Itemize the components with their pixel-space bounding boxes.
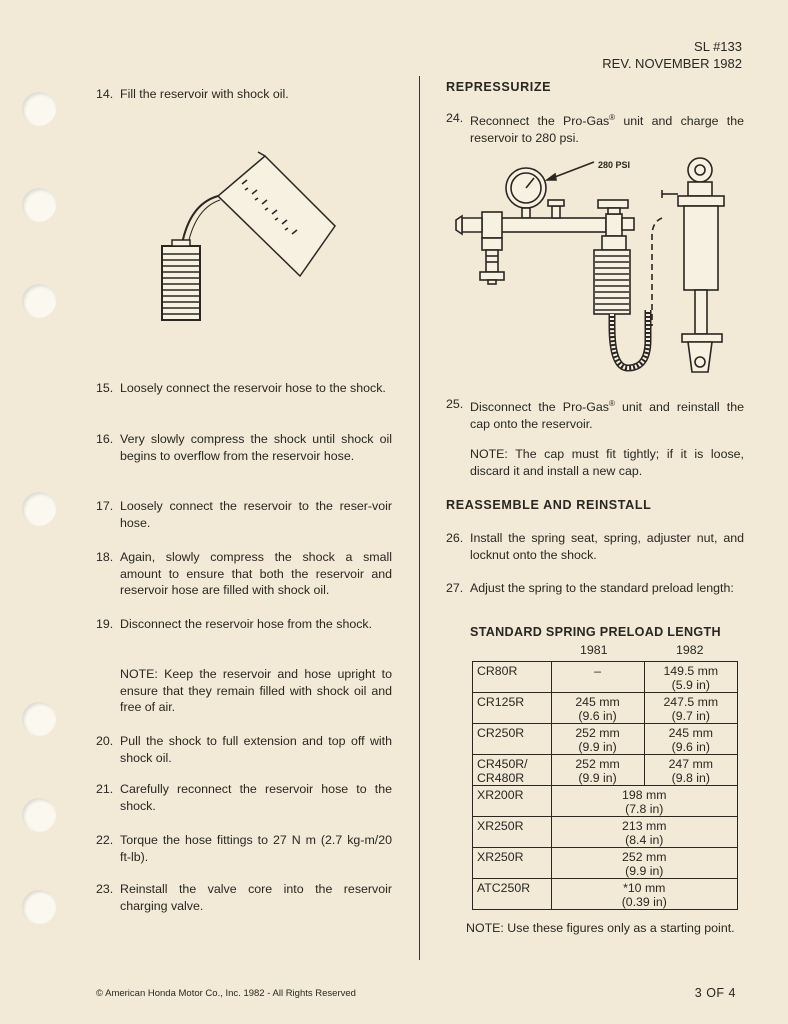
value-1981-cell: 252 mm (9.9 in) xyxy=(551,755,644,786)
model-cell: XR250R xyxy=(473,848,552,879)
year-1982-header: 1982 xyxy=(676,643,704,657)
value-merged-cell: 252 mm (9.9 in) xyxy=(551,848,738,879)
revision-date: REV. NOVEMBER 1982 xyxy=(602,56,742,71)
step-21: 21. Carefully reconnect the reservoir hose to the shock. xyxy=(96,782,392,813)
copyright-footer: © American Honda Motor Co., Inc. 1982 - All Rights Reserved xyxy=(96,988,356,999)
pro-gas-charging-illustration xyxy=(452,150,742,380)
model-cell: CR250R xyxy=(473,724,552,755)
step-25: 25. Disconnect the Pro-Gas® unit and reinstall the cap onto the reservoir. xyxy=(446,397,744,431)
model-cell: CR125R xyxy=(473,693,552,724)
table-row xyxy=(473,848,738,879)
binder-hole xyxy=(22,798,56,832)
value-1981-cell: – xyxy=(551,662,644,693)
left-note: NOTE: Keep the reservoir and hose upright to ensure that they remain filled with shock oil and free of air. xyxy=(120,667,392,714)
value-1982-cell: 247.5 mm (9.7 in) xyxy=(644,693,737,724)
step-24: 24. Reconnect the Pro-Gas® unit and charge the reservoir to 280 psi. xyxy=(446,111,744,145)
value-1981-cell: 252 mm (9.9 in) xyxy=(551,724,644,755)
step-19: 19. Disconnect the reservoir hose from the shock. xyxy=(96,617,373,631)
step-15: 15. Loosely connect the reservoir hose to the shock. xyxy=(96,381,386,395)
step-23: 23. Reinstall the valve core into the reservoir charging valve. xyxy=(96,882,392,913)
value-merged-cell: 213 mm (8.4 in) xyxy=(551,817,738,848)
step-20: 20. Pull the shock to full extension and top off with shock oil. xyxy=(96,734,392,765)
column-divider xyxy=(419,76,420,960)
step-17: 17. Loosely connect the reservoir to the reser-voir hose. xyxy=(96,499,392,530)
table-row xyxy=(473,786,738,817)
model-cell: XR200R xyxy=(473,786,552,817)
step-18: 18. Again, slowly compress the shock a small amount to ensure that both the reservoir and reservoir hose are filled with shock oil. xyxy=(96,550,392,597)
left-column xyxy=(96,0,392,1024)
value-1981-cell: 245 mm (9.6 in) xyxy=(551,693,644,724)
sl-number: SL #133 xyxy=(694,39,742,54)
step-22: 22. Torque the hose fittings to 27 N m (2.7 kg-m/20 ft-lb). xyxy=(96,833,392,864)
table-title: STANDARD SPRING PRELOAD LENGTH xyxy=(470,625,721,639)
table-row xyxy=(473,817,738,848)
table-note: NOTE: Use these figures only as a starting point. xyxy=(466,921,735,935)
model-cell: CR80R xyxy=(473,662,552,693)
cap-note: NOTE: The cap must fit tightly; if it is loose, discard it and install a new cap. xyxy=(470,447,744,478)
table-row xyxy=(473,724,738,755)
table-row xyxy=(473,693,738,724)
step-26: 26. Install the spring seat, spring, adjuster nut, and locknut onto the shock. xyxy=(446,531,744,562)
repressurize-heading: REPRESSURIZE xyxy=(446,80,552,94)
table-row xyxy=(473,755,738,786)
model-cell: ATC250R xyxy=(473,879,552,910)
page-number: 3 OF 4 xyxy=(694,986,736,1000)
binder-hole xyxy=(22,284,56,318)
model-cell: CR450R/ CR480R xyxy=(473,755,552,786)
step-16: 16. Very slowly compress the shock until shock oil begins to overflow from the reservoir hose. xyxy=(96,432,392,463)
value-merged-cell: 198 mm (7.8 in) xyxy=(551,786,738,817)
value-1982-cell: 149.5 mm (5.9 in) xyxy=(644,662,737,693)
value-merged-cell: *10 mm (0.39 in) xyxy=(551,879,738,910)
step-14: 14. Fill the reservoir with shock oil. xyxy=(96,87,289,101)
binder-hole xyxy=(22,492,56,526)
gauge-label: 280 PSI xyxy=(598,160,631,170)
year-1981-header: 1981 xyxy=(580,643,608,657)
model-cell: XR250R xyxy=(473,817,552,848)
table-row xyxy=(473,879,738,910)
reassemble-heading: REASSEMBLE AND REINSTALL xyxy=(446,498,652,512)
binder-hole xyxy=(22,702,56,736)
binder-hole xyxy=(22,188,56,222)
value-1982-cell: 247 mm (9.8 in) xyxy=(644,755,737,786)
binder-hole xyxy=(22,92,56,126)
spring-preload-table xyxy=(472,661,738,910)
step-27: 27. Adjust the spring to the standard preload length: xyxy=(446,581,734,595)
table-row xyxy=(473,662,738,693)
binder-hole xyxy=(22,890,56,924)
filling-reservoir-illustration xyxy=(160,148,340,328)
value-1982-cell: 245 mm (9.6 in) xyxy=(644,724,737,755)
